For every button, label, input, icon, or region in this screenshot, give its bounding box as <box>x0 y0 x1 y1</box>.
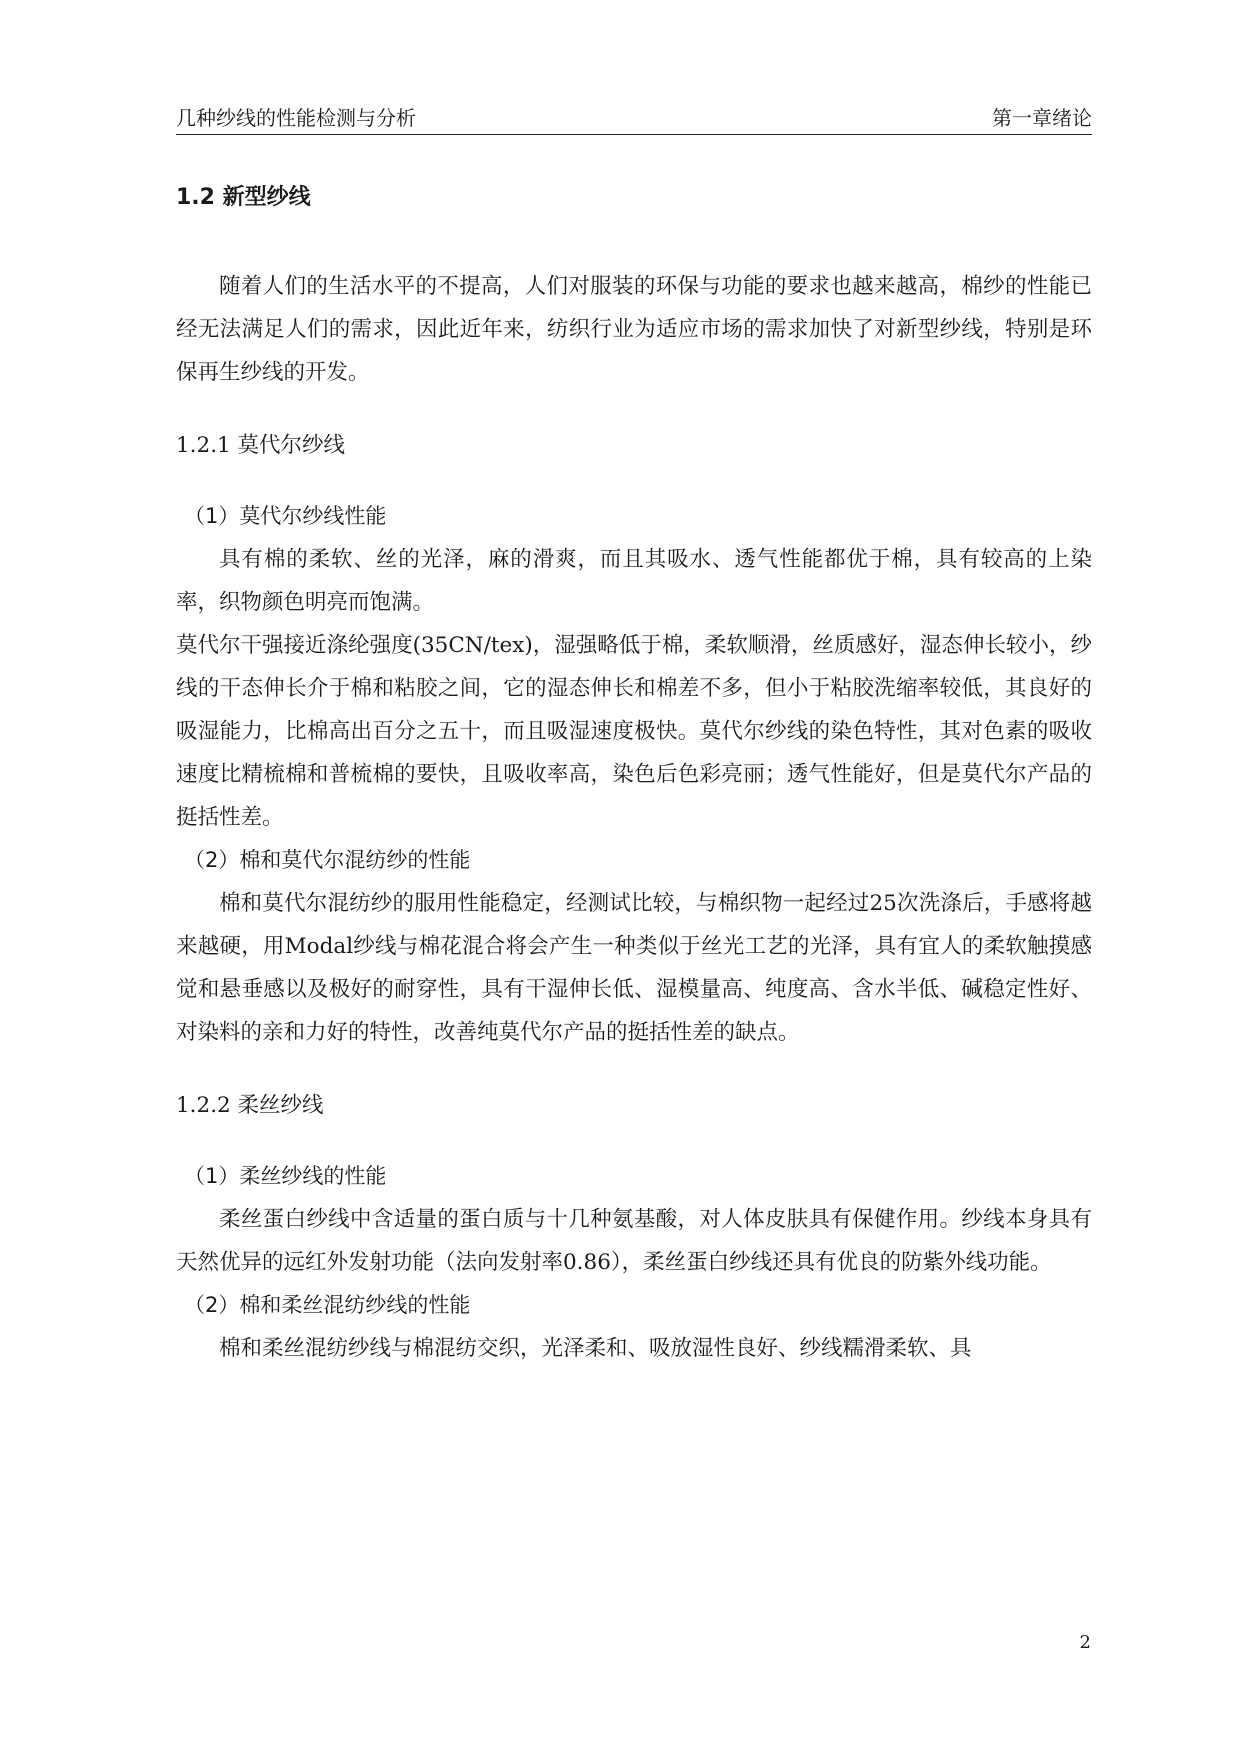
cotton-silk-paragraph: 棉和柔丝混纺纱线与棉混纺交织，光泽柔和、吸放湿性良好、纱线糯滑柔软、具 <box>219 1336 972 1361</box>
section-heading: 1.2 新型纱线 <box>176 185 311 210</box>
item-heading-cotton-modal: （2）棉和莫代尔混纺纱的性能 <box>184 848 471 872</box>
item-heading-cotton-silk: （2）棉和柔丝混纺纱线的性能 <box>184 1293 471 1317</box>
header-thesis-title: 几种纱线的性能检测与分析 <box>176 106 416 130</box>
subsection-heading-modal: 1.2.1 莫代尔纱线 <box>176 433 346 458</box>
modal-paragraph-2: 莫代尔干强接近涤纶强度(35CN/tex)，湿强略低于棉，柔软顺滑，丝质感好，湿态伸长较小，纱线的干态伸长介于棉和粘胶之间，它的湿态伸长和棉差不多，但小于粘胶洗缩率较低，其良好的吸湿能力，比棉高出百分之五十，而且吸湿速度极快。莫代尔纱线的染色特性，其对色素的吸收速度比精梳棉和普梳棉的要快，且吸收率高，染色后色彩亮丽；透气性能好，但是莫代尔产品的挺括性差。 <box>176 633 1092 830</box>
section-intro-paragraph: 随着人们的生活水平的不提高，人们对服装的环保与功能的要求也越来越高，棉纱的性能已经无法满足人们的需求，因此近年来，纺织行业为适应市场的需求加快了对新型纱线，特别是环保再生纱线的开发。 <box>176 274 1092 385</box>
modal-paragraph-1: 具有棉的柔软、丝的光泽，麻的滑爽，而且其吸水、透气性能都优于棉，具有较高的上染率，织物颜色明亮而饱满。 <box>176 547 1092 615</box>
page-number: 2 <box>1079 1632 1091 1653</box>
silk-paragraph-1: 柔丝蛋白纱线中含适量的蛋白质与十几种氨基酸，对人体皮肤具有保健作用。纱线本身具有天然优异的远红外发射功能（法向发射率0.86），柔丝蛋白纱线还具有优良的防紫外线功能。 <box>176 1207 1092 1275</box>
subsection-heading-silk: 1.2.2 柔丝纱线 <box>176 1093 324 1118</box>
cotton-modal-paragraph: 棉和莫代尔混纺纱的服用性能稳定，经测试比较，与棉织物一起经过25次洗涤后，手感将越来越硬，用Modal纱线与棉花混合将会产生一种类似于丝光工艺的光泽，具有宜人的柔软触摸感觉和悬垂感以及极好的耐穿性，具有干湿伸长低、湿模量高、纯度高、含水半低、碱稳定性好、对染料的亲和力好的特性，改善纯莫代尔产品的挺括性差的缺点。 <box>176 891 1092 1045</box>
item-heading-modal-performance: （1）莫代尔纱线性能 <box>184 504 387 528</box>
header-chapter-title: 第一章绪论 <box>992 106 1092 130</box>
page-body <box>176 176 1092 1370</box>
running-header <box>176 106 1092 135</box>
item-heading-silk-performance: （1）柔丝纱线的性能 <box>184 1164 387 1188</box>
